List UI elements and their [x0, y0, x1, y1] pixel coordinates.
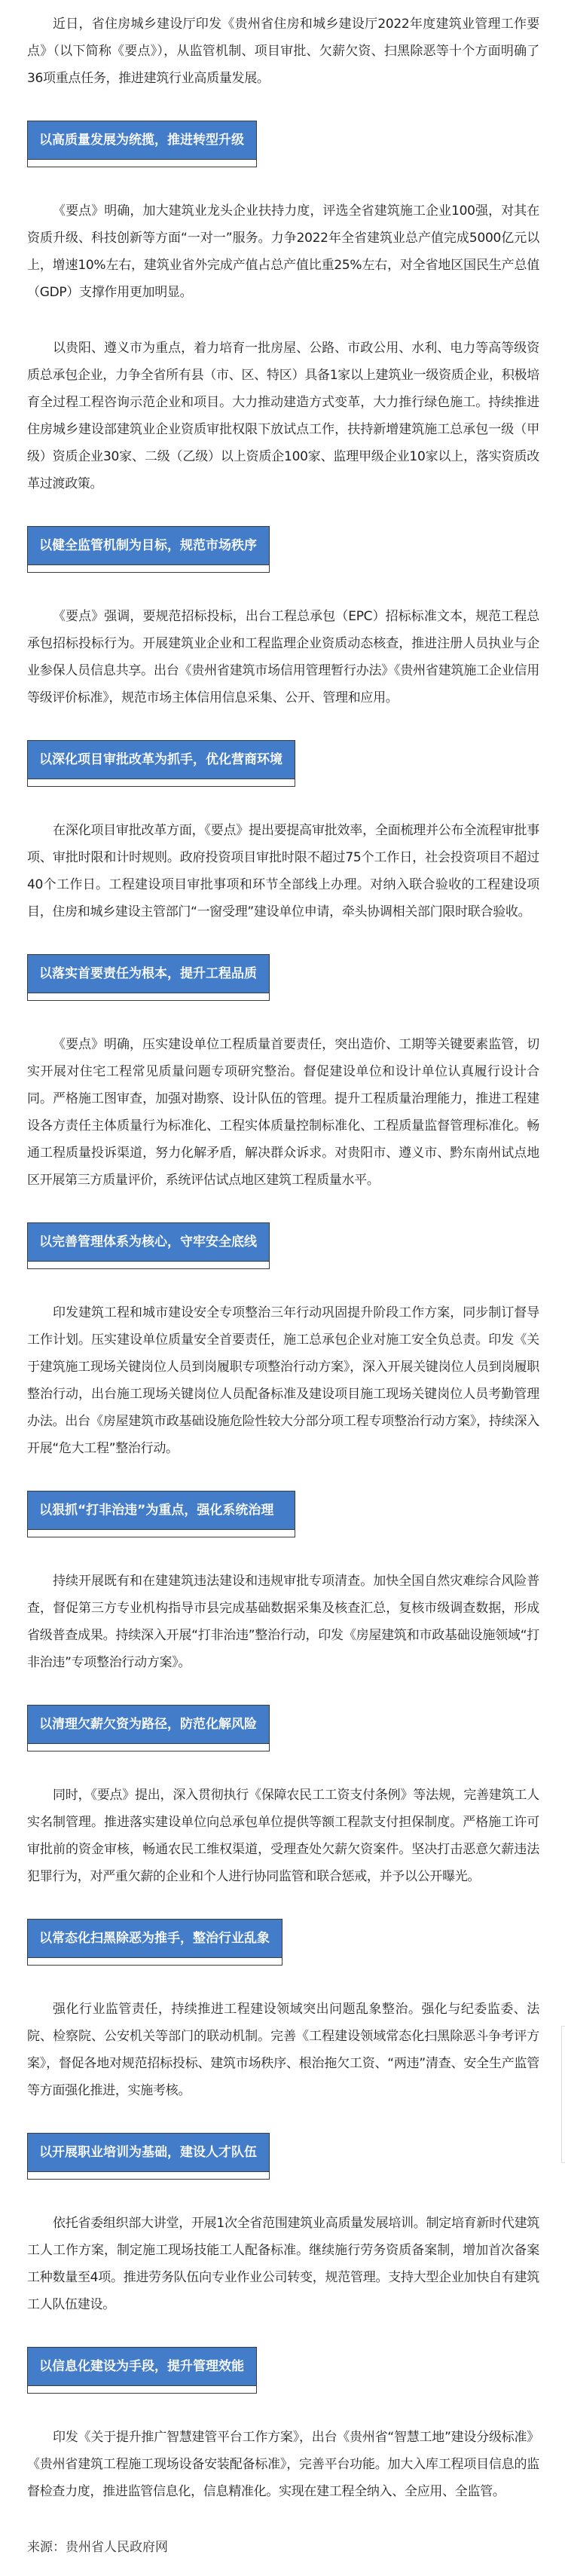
section-heading-text: 以健全监管机制为目标，规范市场秩序 [28, 527, 269, 565]
heading-underline-strip [28, 779, 295, 786]
section-heading-engineering-quality [27, 954, 270, 1001]
heading-underline-strip [28, 993, 269, 1000]
paragraph: 《要点》明确，加大建筑业龙头企业扶持力度，评选全省建筑施工企业100强，对其在资质升级、科技创新等方面“一对一”服务。力争2022年全省建筑业总产值完成5000亿元以上，增速10%左右，建筑业省外完成产值占总产值比重25%左右，对全省地区国民生产总值（GDP）支撑作用更加明显。 [27, 203, 539, 300]
section-heading-text: 以深化项目审批改革为抓手，优化营商环境 [28, 741, 295, 779]
paragraph: 《要点》明确，压实建设单位工程质量首要责任，突出造价、工期等关键要素监管，切实开展对住宅工程常见质量问题专项研究整治。督促建设单位和设计单位认真履行设计合同。严格施工图审查，加强对勘察、设计队伍的管理。提升工程质量治理能力，推进工程建设各方责任主体质量行为标准化、工程实体质量控制标准化、工程质量监督管理标准化。畅通工程质量投诉渠道，努力化解矛盾，解决群众诉求。对贵阳市、遵义市、黔东南州试点地区开展第三方质量评价，系统评估试点地区建筑工程质量水平。 [27, 1037, 539, 1188]
section-heading-text: 以常态化扫黑除恶为推手，整治行业乱象 [28, 1920, 282, 1958]
paragraph: 依托省委组织部大讲堂，开展1次全省范围建筑业高质量发展培训。制定培育新时代建筑工人工作方案，制定施工现场技能工人配备标准。继续施行劳务资质备案制，增加首次备案工种数量至4项。推进劳务队伍向专业作业公司转变，规范管理。支持大型企业加快自有建筑工人队伍建设。 [27, 2216, 539, 2312]
paragraph: 印发《关于提升推广智慧建管平台工作方案》，出台《贵州省“智慧工地”建设分级标准》《贵州省建筑工程施工现场设备安装配备标准》，完善平台功能。加大入库工程项目信息的监督检查力度，推进监管信息化，信息精准化。实现在建工程全纳入、全应用、全监管。 [27, 2430, 539, 2499]
section-heading-text: 以狠抓“打非治违”为重点，强化系统治理 [28, 1491, 295, 1530]
section-heading-business-environment [27, 740, 295, 787]
section-heading-wage-arrears [27, 1705, 270, 1751]
section-heading-informatization [27, 2347, 257, 2394]
paragraph: 强化行业监管责任，持续推进工程建设领域突出问题乱象整治。强化与纪委监委、法院、检察院、公安机关等部门的联动机制。完善《工程建设领域常态化扫黑除恶斗争考评方案》，督促各地对规范招标投标、建筑市场秩序、根治拖欠工资、“两违”清查、安全生产监管等方面强化推进，实施考核。 [27, 2002, 539, 2098]
heading-underline-strip [28, 1958, 282, 1965]
section-heading-market-order [27, 526, 270, 573]
heading-underline-strip [28, 1530, 295, 1537]
paragraph: 印发建筑工程和城市建设安全专项整治三年行动巩固提升阶段工作方案，同步制订督导工作计划。压实建设单位质量安全首要责任，施工总承包企业对施工安全负总责。印发《关于建筑施工现场关键岗位人员到岗履职专项整治行动方案》，深入开展关键岗位人员到岗履职整治行动，出台施工现场关键岗位人员配备标准及建设项目施工现场关键岗位人员考勤管理办法。出台《房屋建筑市政基础设施危险性较大分部分项工程专项整治行动方案》，持续深入开展“危大工程”整治行动。 [27, 1305, 539, 1456]
heading-underline-strip [28, 1744, 269, 1751]
intro-paragraph: 近日，省住房城乡建设厅印发《贵州省住房和城乡建设厅2022年度建筑业管理工作要点》（以下简称《要点》），从监管机制、项目审批、欠薪欠资、扫黑除恶等十个方面明确了36项重点任务，推进建筑行业高质量发展。 [27, 17, 540, 86]
section-heading-text: 以信息化建设为手段，提升管理效能 [28, 2348, 256, 2386]
section-heading-transformation [27, 121, 257, 167]
heading-underline-strip [28, 160, 256, 167]
heading-underline-strip [28, 2172, 269, 2179]
heading-underline-strip [28, 1262, 269, 1268]
paragraph: 《要点》强调，要规范招标投标，出台工程总承包（EPC）招标标准文本，规范工程总承包招标投标行为。开展建筑业企业和工程监理企业资质动态核查，推进注册人员执业与企业参保人员信息共享。出台《贵州省建筑市场信用管理暂行办法》《贵州省建筑施工企业信用等级评价标准》，规范市场主体信用信息采集、公开、管理和应用。 [27, 609, 539, 705]
section-heading-text: 以清理欠薪欠资为路径，防范化解风险 [28, 1706, 269, 1744]
heading-underline-strip [28, 565, 269, 572]
section-heading-text: 以落实首要责任为根本，提升工程品质 [28, 955, 269, 993]
section-heading-crackdown [27, 1491, 295, 1537]
section-heading-training [27, 2133, 270, 2180]
paragraph: 以贵阳、遵义市为重点，着力培育一批房屋、公路、市政公用、水利、电力等高等级资质总承包企业，力争全省所有县（市、区、特区）具备1家以上建筑业一级资质企业，积极培育全过程工程咨询示范企业和项目。大力推动建造方式变革，大力推行绿色施工。持续推进住房城乡建设部建筑业企业资质审批权限下放试点工作，扶持新增建筑施工总承包一级（甲级）资质企业30家、二级（乙级）以上资质企100家、监理甲级企业10家以上，落实资质改革过渡政策。 [27, 341, 539, 491]
section-heading-text: 以高质量发展为统揽，推进转型升级 [28, 121, 256, 160]
section-heading-text: 以开展职业培训为基础，建设人才队伍 [28, 2134, 269, 2172]
source-attribution: 来源：贵州省人民政府网 [27, 2540, 168, 2555]
section-heading-text: 以完善管理体系为核心，守牢安全底线 [28, 1223, 269, 1262]
heading-underline-strip [28, 2386, 256, 2393]
floating-side-panel [561, 2026, 565, 2163]
section-heading-anti-gang [27, 1919, 282, 1966]
paragraph: 同时，《要点》提出，深入贯彻执行《保障农民工工资支付条例》等法规，完善建筑工人实名制管理。推进落实建设单位向总承包单位提供等额工程款支付担保制度。严格施工许可审批前的资金审核，畅通农民工维权渠道，受理查处欠薪欠资案件。坚决打击恶意欠薪违法犯罪行为，对严重欠薪的企业和个人进行协同监管和联合惩戒，并予以公开曝光。 [27, 1788, 539, 1884]
paragraph: 持续开展既有和在建建筑违法建设和违规审批专项清查。加快全国自然灾难综合风险普查，督促第三方专业机构指导市县完成基础数据采集及核查汇总，复核市级调查数据，形成省级普查成果。持续深入开展“打非治违”整治行动，印发《房屋建筑和市政基础设施领域“打非治违”专项整治行动方案》。 [27, 1574, 539, 1670]
section-heading-safety [27, 1222, 270, 1269]
paragraph: 在深化项目审批改革方面，《要点》提出要提高审批效率，全面梳理并公布全流程审批事项、审批时限和计时规则。政府投资项目审批时限不超过75个工作日，社会投资项目不超过40个工作日。工程建设项目审批事项和环节全部线上办理。对纳入联合验收的工程建设项目，住房和城乡建设主管部门“一窗受理”建设单位申请，牵头协调相关部门限时联合验收。 [27, 823, 539, 919]
